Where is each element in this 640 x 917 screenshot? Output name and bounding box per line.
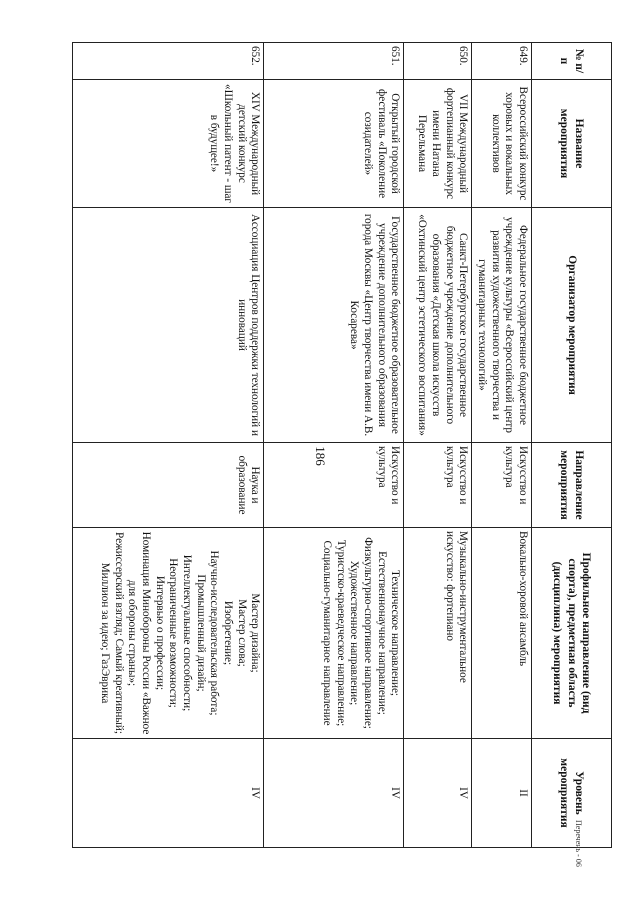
- table-row: [73, 43, 264, 848]
- event-organizer: Санкт-Петербургское государственное бюджетное учреждение дополнительного образования «Детская школа искусств «Охтинский центр эстетического воспитания»: [404, 208, 472, 443]
- event-profile: Мастер дизайна; Мастер слова; Изобретение; Научно-исследовательская работа; Промышленный дизайн; Интеллектуальные способности; Неограниченные возможности; Интервью о профессии; Номинация Минобороны России «Важное для обороны страны»; Режиссерский взгляд; Самый креативный; Миллион за идею; ГазЭврика: [73, 528, 264, 739]
- event-name: VII Международный фортепианный конкурс имени Натана Перельмана: [404, 80, 472, 208]
- event-profile: Вокально-хоровой ансамбль: [472, 528, 532, 739]
- event-level: II: [472, 739, 532, 848]
- page-number: 186: [313, 446, 328, 466]
- row-num: 651.: [264, 43, 404, 80]
- event-level: IV: [404, 739, 472, 848]
- event-organizer: Ассоциация Центров поддержки технологий и инноваций: [73, 208, 264, 443]
- events-table-container: [78, 42, 612, 847]
- event-direction: Искусство и культура: [264, 443, 404, 528]
- header-num: № п/п: [532, 43, 612, 80]
- event-name: XIV Международный детский конкурс «Школьный патент - шаг в будущее!»: [73, 80, 264, 208]
- event-direction: Искусство и культура: [404, 443, 472, 528]
- header-name: Название мероприятия: [532, 80, 612, 208]
- table-row: [264, 43, 404, 848]
- header-level: Уровень мероприятия: [532, 739, 612, 848]
- event-direction: Искусство и культура: [472, 443, 532, 528]
- event-profile: Музыкально-инструментальное искусство: фортепиано: [404, 528, 472, 739]
- header-organizer: Организатор мероприятия: [532, 208, 612, 443]
- event-name: Открытый городской фестиваль «Поколение созидателей»: [264, 80, 404, 208]
- event-level: IV: [264, 739, 404, 848]
- header-direction: Направление мероприятия: [532, 443, 612, 528]
- row-num: 650.: [404, 43, 472, 80]
- event-direction: Наука и образование: [73, 443, 264, 528]
- header-profile: Профильное направление (вид спорта), предметная область (дисциплина) мероприятия: [532, 528, 612, 739]
- row-num: 652.: [73, 43, 264, 80]
- event-organizer: Государственное бюджетное образовательное учреждение дополнительного образования города Москвы «Центр творчества имени А.В. Косарева»: [264, 208, 404, 443]
- table-row: [404, 43, 472, 848]
- table-row: [472, 43, 532, 848]
- row-num: 649.: [472, 43, 532, 80]
- event-level: IV: [73, 739, 264, 848]
- event-name: Всероссийский конкурс хоровых и вокальных коллективов: [472, 80, 532, 208]
- events-table: [72, 42, 612, 848]
- event-organizer: Федеральное государственное бюджетное учреждение культуры «Всероссийский центр развития художественного творчества и гуманитарных технологий»: [472, 208, 532, 443]
- footer-label: Перечень - 06: [574, 820, 583, 867]
- event-profile: Техническое направление; Естественнонаучное направление; Физкультурно-спортивное направление; Художественное направление; Туристско-краеведческое направление; Социально-гуманитарное направление: [264, 528, 404, 739]
- table-header-row: [532, 43, 612, 848]
